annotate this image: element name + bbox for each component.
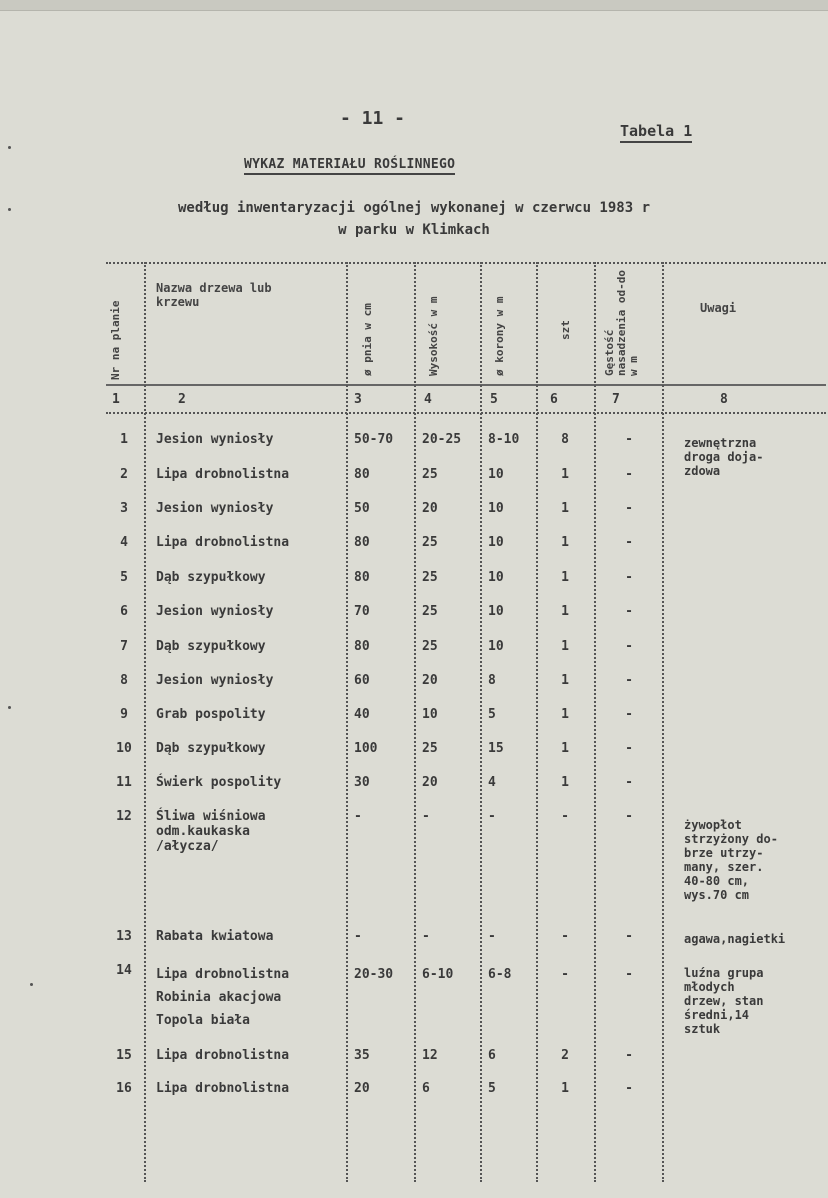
row-name: Rabata kwiatowa bbox=[156, 929, 274, 944]
row-nr: 16 bbox=[116, 1081, 132, 1096]
note-line: zewnętrzna bbox=[684, 436, 757, 450]
column-number: 4 bbox=[424, 392, 432, 407]
row-gestosc: - bbox=[625, 1081, 633, 1096]
row-gestosc: - bbox=[625, 501, 633, 516]
row-pien: - bbox=[354, 929, 362, 944]
row-gestosc: - bbox=[625, 707, 633, 722]
row-korona: 8 bbox=[488, 673, 496, 688]
note-line: strzyżony do- bbox=[684, 832, 778, 846]
table-row bbox=[0, 535, 828, 555]
row-szt: 8 bbox=[561, 432, 569, 447]
column-number: 8 bbox=[720, 392, 728, 407]
row-szt: 1 bbox=[561, 707, 569, 722]
row-korona: 8-10 bbox=[488, 432, 520, 447]
table-row bbox=[0, 604, 828, 624]
row-gestosc: - bbox=[625, 432, 633, 447]
row-gestosc: - bbox=[625, 673, 633, 688]
table-label: Tabela 1 bbox=[620, 122, 692, 143]
row-pien: 50 bbox=[354, 501, 370, 516]
row-gestosc: - bbox=[625, 809, 633, 824]
note-line: droga doja- bbox=[684, 450, 764, 464]
header-pien: ø pnia w cm bbox=[361, 303, 374, 376]
table-row bbox=[0, 707, 828, 727]
page-number: - 11 - bbox=[340, 108, 406, 129]
row-name: Świerk pospolity bbox=[156, 775, 282, 790]
table-row bbox=[0, 639, 828, 659]
row-nr: 2 bbox=[120, 467, 128, 482]
row-wysokosc: 12 bbox=[422, 1048, 438, 1063]
table-top-border bbox=[106, 262, 826, 264]
row-nr: 1 bbox=[120, 432, 128, 447]
header-korona: ø korony w m bbox=[493, 296, 506, 376]
row-szt: - bbox=[561, 929, 569, 944]
table-row bbox=[0, 1081, 828, 1101]
row-szt: - bbox=[561, 809, 569, 824]
row-name: Jesion wyniosły bbox=[156, 673, 274, 688]
row-name: Jesion wyniosły bbox=[156, 501, 274, 516]
row-pien: 40 bbox=[354, 707, 370, 722]
subtitle-line-2: w parku w Klimkach bbox=[338, 222, 490, 238]
row-name-line: Topola biała bbox=[156, 1013, 250, 1028]
row-pien: 20 bbox=[354, 1081, 370, 1096]
row-wysokosc: 20 bbox=[422, 673, 438, 688]
header-separator bbox=[106, 384, 826, 386]
row-nr: 9 bbox=[120, 707, 128, 722]
note-line: luźna grupa bbox=[684, 966, 764, 980]
column-number: 5 bbox=[490, 392, 498, 407]
note-line: żywopłot bbox=[684, 818, 742, 832]
row-szt: 1 bbox=[561, 639, 569, 654]
row-korona: - bbox=[488, 809, 496, 824]
row-gestosc: - bbox=[625, 535, 633, 550]
row-korona: 10 bbox=[488, 639, 504, 654]
row-gestosc: - bbox=[625, 570, 633, 585]
row-korona: 5 bbox=[488, 1081, 496, 1096]
header-nr: Nr na planie bbox=[109, 300, 122, 380]
row-nr: 15 bbox=[116, 1048, 132, 1063]
note-row-13 bbox=[684, 932, 785, 946]
row-nr: 12 bbox=[116, 809, 132, 824]
note-line: agawa,nagietki bbox=[684, 932, 786, 946]
row-szt: 1 bbox=[561, 673, 569, 688]
row-name: Lipa drobnolistna bbox=[156, 1081, 290, 1096]
row-korona: 15 bbox=[488, 741, 504, 756]
row-name-line: Lipa drobnolistna bbox=[156, 967, 290, 982]
row-wysokosc: 20-25 bbox=[422, 432, 462, 447]
row-korona: 5 bbox=[488, 707, 496, 722]
row-nr: 5 bbox=[120, 570, 128, 585]
row-gestosc: - bbox=[625, 967, 633, 982]
row-pien: 20-30 bbox=[354, 967, 394, 982]
row-name: Jesion wyniosły bbox=[156, 432, 274, 447]
row-wysokosc: 6 bbox=[422, 1081, 430, 1096]
row-name: Grab pospolity bbox=[156, 707, 266, 722]
row-szt: 1 bbox=[561, 467, 569, 482]
row-szt: 1 bbox=[561, 775, 569, 790]
row-nr: 8 bbox=[120, 673, 128, 688]
row-szt: 1 bbox=[561, 741, 569, 756]
row-name bbox=[156, 809, 266, 854]
row-nr: 10 bbox=[116, 741, 132, 756]
row-wysokosc: 20 bbox=[422, 501, 438, 516]
table-row bbox=[0, 570, 828, 590]
note-row-1 bbox=[684, 436, 763, 478]
row-pien: 70 bbox=[354, 604, 370, 619]
row-wysokosc: 25 bbox=[422, 604, 438, 619]
row-wysokosc: 25 bbox=[422, 467, 438, 482]
row-gestosc: - bbox=[625, 467, 633, 482]
row-szt: 2 bbox=[561, 1048, 569, 1063]
row-nr: 14 bbox=[116, 963, 132, 978]
row-gestosc: - bbox=[625, 775, 633, 790]
note-line: średni,14 bbox=[684, 1008, 750, 1022]
row-szt: - bbox=[561, 967, 569, 982]
column-number: 2 bbox=[178, 392, 186, 407]
header-gestosc: Gęstość nasadzenia od-do w m bbox=[603, 270, 640, 376]
scan-top-edge-line bbox=[0, 10, 828, 11]
table-row bbox=[0, 673, 828, 693]
header-wysokosc: Wysokość w m bbox=[427, 296, 440, 376]
header-name-line-2: krzewu bbox=[156, 295, 200, 309]
row-pien: 60 bbox=[354, 673, 370, 688]
row-pien: 80 bbox=[354, 639, 370, 654]
row-korona: 10 bbox=[488, 535, 504, 550]
row-pien: 80 bbox=[354, 467, 370, 482]
note-row-14 bbox=[684, 966, 763, 1036]
row-korona: - bbox=[488, 929, 496, 944]
row-wysokosc: 25 bbox=[422, 741, 438, 756]
row-gestosc: - bbox=[625, 741, 633, 756]
row-wysokosc: 25 bbox=[422, 570, 438, 585]
row-wysokosc: 25 bbox=[422, 535, 438, 550]
scan-speck bbox=[8, 146, 11, 149]
table-row bbox=[0, 1048, 828, 1068]
header-name-line-1: Nazwa drzewa lub bbox=[156, 281, 272, 295]
note-row-12 bbox=[684, 818, 778, 902]
row-korona: 10 bbox=[488, 570, 504, 585]
row-gestosc: - bbox=[625, 604, 633, 619]
document-title: WYKAZ MATERIAŁU ROŚLINNEGO bbox=[244, 157, 455, 175]
row-name-line: Śliwa wiśniowa bbox=[156, 809, 266, 824]
row-wysokosc: 6-10 bbox=[422, 967, 454, 982]
row-nr: 11 bbox=[116, 775, 132, 790]
row-gestosc: - bbox=[625, 929, 633, 944]
row-nr: 13 bbox=[116, 929, 132, 944]
row-name: Jesion wyniosły bbox=[156, 604, 274, 619]
note-line: zdowa bbox=[684, 464, 721, 478]
row-korona: 10 bbox=[488, 604, 504, 619]
row-wysokosc: 25 bbox=[422, 639, 438, 654]
row-korona: 10 bbox=[488, 501, 504, 516]
row-name: Lipa drobnolistna bbox=[156, 1048, 290, 1063]
row-szt: 1 bbox=[561, 570, 569, 585]
row-nr: 3 bbox=[120, 501, 128, 516]
column-number: 6 bbox=[550, 392, 558, 407]
row-pien: - bbox=[354, 809, 362, 824]
row-name-line: /ałycza/ bbox=[156, 839, 219, 854]
row-wysokosc: 20 bbox=[422, 775, 438, 790]
row-szt: 1 bbox=[561, 604, 569, 619]
note-line: many, szer. bbox=[684, 860, 764, 874]
scan-top-edge bbox=[0, 0, 828, 10]
row-name: Dąb szypułkowy bbox=[156, 570, 266, 585]
row-korona: 6 bbox=[488, 1048, 496, 1063]
row-szt: 1 bbox=[561, 501, 569, 516]
row-pien: 80 bbox=[354, 535, 370, 550]
row-pien: 30 bbox=[354, 775, 370, 790]
column-number: 1 bbox=[112, 392, 120, 407]
column-number-separator bbox=[106, 412, 826, 414]
row-pien: 100 bbox=[354, 741, 378, 756]
row-name: Dąb szypułkowy bbox=[156, 639, 266, 654]
note-line: wys.70 cm bbox=[684, 888, 750, 902]
column-number: 7 bbox=[612, 392, 620, 407]
row-korona: 4 bbox=[488, 775, 496, 790]
row-nr: 6 bbox=[120, 604, 128, 619]
row-wysokosc: - bbox=[422, 809, 430, 824]
table-row bbox=[0, 775, 828, 795]
row-nr: 4 bbox=[120, 535, 128, 550]
subtitle-line-1: według inwentaryzacji ogólnej wykonanej w czerwcu 1983 r bbox=[177, 200, 650, 216]
row-wysokosc: - bbox=[422, 929, 430, 944]
row-wysokosc: 10 bbox=[422, 707, 438, 722]
row-gestosc: - bbox=[625, 639, 633, 654]
row-korona: 10 bbox=[488, 467, 504, 482]
row-pien: 50-70 bbox=[354, 432, 394, 447]
note-line: 40-80 cm, bbox=[684, 874, 750, 888]
row-gestosc: - bbox=[625, 1048, 633, 1063]
row-szt: 1 bbox=[561, 1081, 569, 1096]
table-row bbox=[0, 741, 828, 761]
row-pien: 35 bbox=[354, 1048, 370, 1063]
header-szt: szt bbox=[559, 320, 572, 340]
row-nr: 7 bbox=[120, 639, 128, 654]
row-name-line: Robinia akacjowa bbox=[156, 990, 282, 1005]
row-pien: 80 bbox=[354, 570, 370, 585]
note-line: młodych bbox=[684, 980, 735, 994]
row-korona: 6-8 bbox=[488, 967, 512, 982]
row-name: Dąb szypułkowy bbox=[156, 741, 266, 756]
header-uwagi: Uwagi bbox=[700, 301, 737, 315]
row-name: Lipa drobnolistna bbox=[156, 535, 290, 550]
note-line: sztuk bbox=[684, 1022, 721, 1036]
note-line: drzew, stan bbox=[684, 994, 764, 1008]
table-row bbox=[0, 501, 828, 521]
row-name-line: odm.kaukaska bbox=[156, 824, 250, 839]
row-szt: 1 bbox=[561, 535, 569, 550]
note-line: brze utrzy- bbox=[684, 846, 764, 860]
row-name bbox=[156, 963, 289, 1032]
column-number: 3 bbox=[354, 392, 362, 407]
row-name: Lipa drobnolistna bbox=[156, 467, 290, 482]
